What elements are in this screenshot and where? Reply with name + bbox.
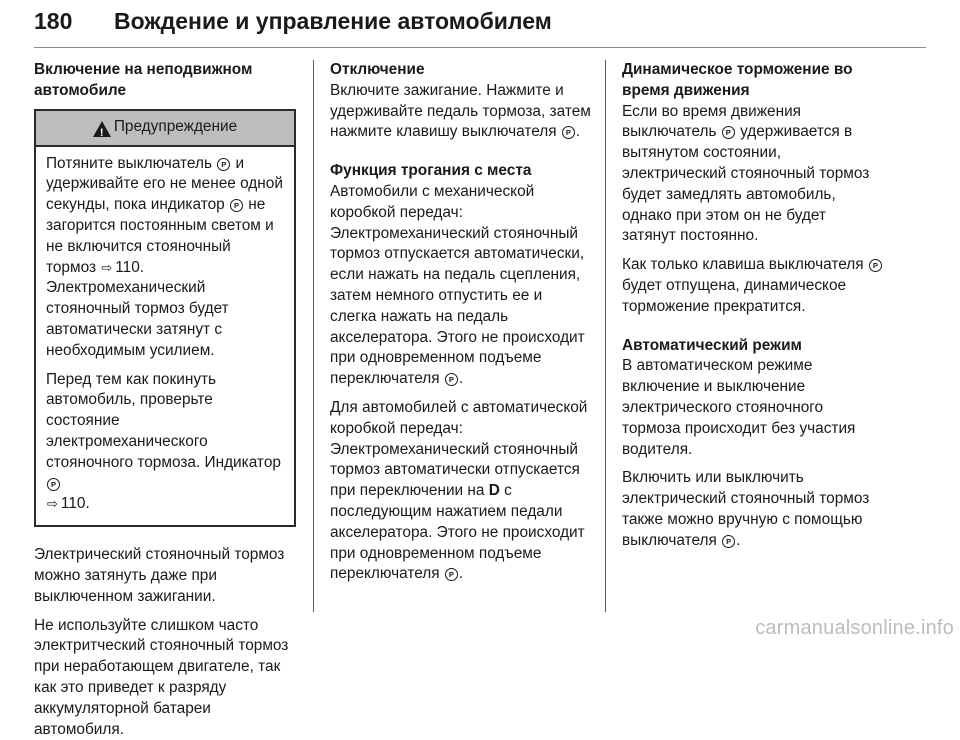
body-paragraph: В автоматическом режиме включение и выключение электрического стояночного тормоза происходит без участия водителя.	[622, 357, 856, 458]
parking-brake-icon: P	[230, 199, 243, 212]
header-divider	[34, 47, 926, 48]
parking-brake-icon: P	[722, 126, 735, 139]
parking-brake-icon: P	[445, 373, 458, 386]
page-header	[34, 2, 926, 42]
parking-brake-icon: P	[869, 259, 882, 272]
parking-brake-icon: P	[217, 158, 230, 171]
body-paragraph: Включить или выключить электрический стояночный тормоз также можно вручную с помощью выключателя P .	[622, 469, 870, 549]
warning-paragraph-1: Потяните выключатель P и удерживайте его не менее одной секунды, пока индикатор P не загорится постоянным светом и не включится стояночный тормоз ⇨ 110. Электромеханический стояночный тормоз будет автоматически затянут с необходимым усилием.	[46, 154, 283, 359]
page-number: 180	[34, 8, 73, 34]
column-divider-2	[605, 60, 606, 612]
warning-body	[36, 147, 294, 526]
gear-position-d: D	[488, 482, 500, 500]
warning-paragraph-2: Перед тем как покинуть автомобиль, проверьте состояние электромеханического стояночного тормоза. Индикатор P ⇨ 110.	[46, 370, 284, 516]
column-right	[622, 60, 884, 552]
page-reference-arrow-icon: ⇨	[47, 496, 58, 512]
body-paragraph: Для автомобилей с автоматической коробкой передач: Электромеханический стояночный тормоз автоматически отпускается при переключении на D с последующим нажатием педали акселератора. Этого не происходит при одновременном подъеме переключателя P .	[330, 398, 588, 583]
warning-title: Предупреждение	[113, 118, 238, 136]
column-divider-1	[313, 60, 314, 612]
section-heading-auto-mode: Автоматический режим	[622, 336, 802, 354]
watermark: carmanualsonline.info	[755, 617, 954, 639]
page-reference-arrow-icon: ⇨	[101, 259, 113, 275]
chapter-title: Вождение и управление автомобилем	[114, 8, 552, 34]
warning-box	[34, 109, 296, 528]
column-left	[34, 60, 296, 740]
body-paragraph: Не используйте слишком часто электритческий стояночный тормоз при неработающем двигателе, так как это приведет к разряду аккумуляторной батареи автомобиля.	[34, 616, 289, 738]
section-heading-drive-away: Функция трогания с места	[330, 162, 532, 180]
warning-triangle-icon	[93, 121, 111, 137]
section-heading-release: Отключение	[330, 61, 425, 78]
section-heading-dynamic-braking: Динамическое торможение во время движения	[622, 61, 853, 99]
body-paragraph: Как только клавиша выключателя P будет отпущена, динамическое торможение прекратится.	[622, 255, 884, 317]
body-paragraph: Если во время движения выключатель P удерживается в вытянутом состоянии, электрический стояночный тормоз будет замедлять автомобиль, однако при этом он не будет затянут постоянно.	[622, 102, 870, 245]
parking-brake-icon: P	[722, 535, 735, 548]
section-heading-engage: Включение на неподвижном автомобиле	[34, 61, 253, 99]
parking-brake-icon: P	[445, 568, 458, 581]
body-paragraph: Включите зажигание. Нажмите и удерживайте педаль тормоза, затем нажмите клавишу выключателя P .	[330, 81, 591, 141]
body-paragraph: Электрический стояночный тормоз можно затянуть даже при выключенном зажигании.	[34, 546, 285, 605]
parking-brake-icon: P	[562, 126, 575, 139]
warning-header	[36, 111, 294, 147]
body-paragraph: Автомобили с механической коробкой передач: Электромеханический стояночный тормоз отпускается автоматически, если нажать на педаль сцепления, затем немного отпустить ее и слегка нажать на педаль акселератора. Этого не происходит при одновременном подъеме переключателя P .	[330, 182, 585, 388]
column-middle	[330, 60, 592, 585]
parking-brake-icon: P	[47, 478, 60, 491]
